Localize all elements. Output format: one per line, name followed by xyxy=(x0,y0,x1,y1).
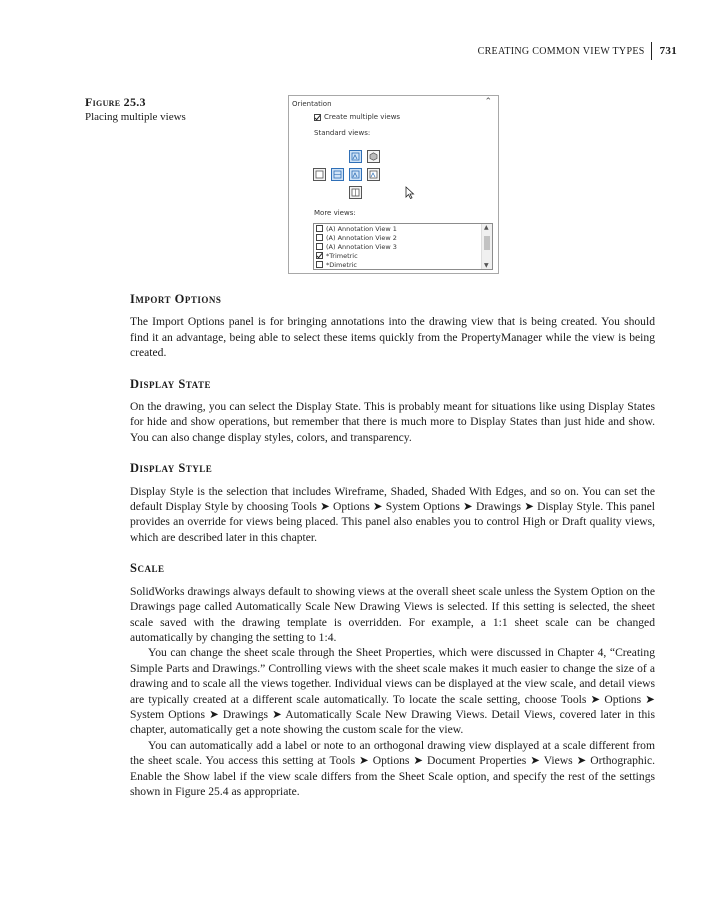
scale-paragraph-2: You can change the sheet scale through the Sheet Properties, which were discussed in Chapter 4, “Creating Simple Parts and Drawings.” Controlling views with the sheet scale makes it much easier to change the size of a drawing and to scale all the views together. Individual views can be displayed at the view scale, and detail views are typically created at a different scale automatically. To locate the scale setting, choose Tools ➤ Options ➤ System Options ➤ Drawings ➤ Automatically Scale New Drawing Views. Detail Views, covered later in this chapter, automatically get a note showing the custom scale for the view. xyxy=(130,646,655,737)
more-views-list[interactable] xyxy=(313,223,493,270)
header-separator xyxy=(651,42,652,60)
display-state-heading: Display State xyxy=(130,376,211,391)
collapse-chevron-icon[interactable]: ⌃ xyxy=(484,97,492,107)
figure-label: Figure 25.3 xyxy=(85,95,146,109)
standard-views-label: Standard views: xyxy=(314,129,371,137)
display-state-section xyxy=(130,377,655,446)
list-item-label: *Trimetric xyxy=(326,251,358,260)
display-style-paragraph: Display Style is the selection that includes Wireframe, Shaded, Shaded With Edges, and so on. You can set the default Display Style by choosing Tools ➤ Options ➤ System Options ➤ Drawings ➤ Display Style. This panel provides an override for views being placed. This panel also enables you to control High or Draft quality views, which are described later in this chapter. xyxy=(130,484,655,544)
isometric-view-button[interactable] xyxy=(367,150,380,163)
running-header xyxy=(478,42,677,60)
list-item-checkbox[interactable] xyxy=(316,252,323,259)
import-options-heading: Import Options xyxy=(130,292,222,306)
front-view-icon xyxy=(351,170,360,179)
figure-caption-text: Placing multiple views xyxy=(85,111,186,123)
scale-paragraph-3: You can automatically add a label or note to an orthogonal drawing view displayed at a scale different from the sheet scale. You access this setting at Tools ➤ Options ➤ Document Properties ➤ Views ➤ Orthographic. Enable the Show label if the view scale differs from the Sheet Scale option, and specify the rest of the settings shown in Figure 25.4 as appropriate. xyxy=(130,738,655,798)
orientation-panel-title: Orientation xyxy=(292,100,332,108)
list-item[interactable] xyxy=(314,224,492,233)
list-item-label: (A) Annotation View 1 xyxy=(326,224,397,233)
scale-heading: Scale xyxy=(130,561,165,576)
isometric-view-icon xyxy=(369,152,378,161)
left-view-button[interactable] xyxy=(313,168,326,181)
create-multiple-views-label: Create multiple views xyxy=(324,113,401,121)
right-view-button[interactable] xyxy=(367,168,380,181)
running-title: CREATING COMMON VIEW TYPES xyxy=(477,45,645,57)
list-item-label: (A) Annotation View 2 xyxy=(326,233,397,242)
page-number: 731 xyxy=(659,45,677,57)
back-view-button[interactable] xyxy=(349,150,362,163)
create-multiple-views-option[interactable] xyxy=(314,113,400,121)
left-view-icon xyxy=(315,170,324,179)
scroll-down-icon[interactable]: ▼ xyxy=(484,262,489,269)
top-view-button[interactable] xyxy=(331,168,344,181)
import-options-section xyxy=(130,292,655,361)
list-item[interactable] xyxy=(314,260,492,269)
display-style-heading: Display Style xyxy=(130,461,213,476)
scale-section xyxy=(130,561,655,799)
right-view-icon xyxy=(369,170,378,179)
bottom-view-button[interactable] xyxy=(349,186,362,199)
bottom-view-icon xyxy=(351,188,360,197)
list-item-checkbox[interactable] xyxy=(316,225,323,232)
top-view-icon xyxy=(333,170,342,179)
list-item-checkbox[interactable] xyxy=(316,234,323,241)
more-views-label: More views: xyxy=(314,209,356,217)
orientation-panel xyxy=(288,95,499,274)
mouse-cursor-icon xyxy=(405,186,415,200)
list-item-checkbox[interactable] xyxy=(316,243,323,250)
list-item-label: (A) Annotation View 3 xyxy=(326,242,397,251)
list-scrollbar[interactable] xyxy=(481,224,492,269)
list-item[interactable] xyxy=(314,233,492,242)
import-options-paragraph: The Import Options panel is for bringing annotations into the drawing view that is being created. You should find it an advantage, being able to select these items quickly from the PropertyManager while the view is being created. xyxy=(130,315,655,360)
display-state-paragraph: On the drawing, you can select the Display State. This is probably meant for situations like using Display States for hide and show operations, but remember that there is much more to Display States than just hide and show. You can also change display styles, colors, and transparency. xyxy=(130,400,655,444)
scale-paragraph-1: SolidWorks drawings always default to showing views at the overall sheet scale unless the System Option on the Drawings page called Automatically Scale New Drawing Views is selected. If this setting is selected, the sheet scale saved with the drawing template is overridden. For example, a 1:1 sheet scale can be changed automatically by changing the setting to 1:4. xyxy=(130,584,655,644)
list-item[interactable] xyxy=(314,242,492,251)
front-view-button[interactable] xyxy=(349,168,362,181)
back-view-icon xyxy=(351,152,360,161)
body-text xyxy=(130,292,655,815)
list-item-label: *Dimetric xyxy=(326,260,357,269)
list-item-checkbox[interactable] xyxy=(316,261,323,268)
list-item[interactable] xyxy=(314,251,492,260)
display-style-section xyxy=(130,461,655,545)
figure-caption xyxy=(85,95,186,125)
scroll-up-icon[interactable]: ▲ xyxy=(484,224,489,231)
scroll-thumb[interactable] xyxy=(484,236,490,250)
create-multiple-views-checkbox[interactable] xyxy=(314,114,321,121)
